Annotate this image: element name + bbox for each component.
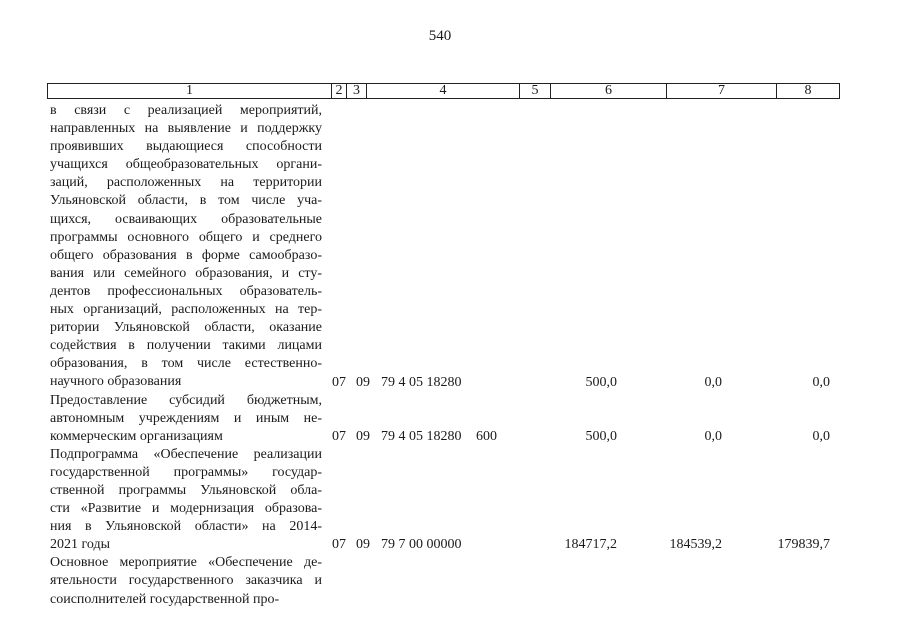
expense-type-code: 600	[476, 428, 497, 444]
description-line: Предоставление субсидий бюджетным,	[50, 392, 322, 408]
description-line: программы основного общего и среднего	[50, 229, 322, 245]
amount-col-7: 0,0	[704, 374, 722, 390]
description-line: дентов профессиональных образователь-	[50, 283, 322, 299]
table-header-row	[47, 83, 840, 99]
description-line: в связи с реализацией мероприятий,	[50, 103, 322, 118]
header-col-5: 5	[520, 84, 551, 98]
description-line: заций, расположенных на территории	[50, 175, 322, 191]
amount-col-6: 500,0	[585, 428, 617, 444]
description-line: сти «Развитие и модернизация образова-	[50, 501, 322, 517]
header-col-1: 1	[48, 84, 332, 98]
subsection-code: 09	[356, 428, 370, 444]
row-values	[50, 374, 840, 392]
description-line: соисполнителей государственной про-	[50, 591, 280, 607]
description-line: ственной программы Ульяновской обла-	[50, 482, 322, 498]
description-line: общего образования в форме самообразо-	[50, 247, 322, 263]
amount-col-6: 500,0	[585, 374, 617, 390]
description-line: 2021 годы	[50, 537, 111, 553]
row-values	[50, 428, 840, 446]
amount-col-8: 0,0	[812, 374, 830, 390]
table-row	[50, 392, 900, 446]
description-line: государственной программы» государ-	[50, 464, 322, 480]
header-col-3: 3	[347, 84, 367, 98]
header-col-2: 2	[332, 84, 347, 98]
amount-col-8: 179839,7	[777, 537, 830, 553]
description-line: коммерческим организациям	[50, 428, 223, 444]
description-line: научного образования	[50, 374, 182, 390]
description-line: Основное мероприятие «Обеспечение де-	[50, 555, 322, 571]
table-row	[50, 446, 900, 555]
header-col-6: 6	[551, 84, 667, 98]
section-code: 07	[332, 537, 346, 553]
section-code: 07	[332, 428, 346, 444]
description-line: ятельности государственного заказчика и	[50, 573, 322, 589]
description-line: ритории Ульяновской области, оказание	[50, 320, 322, 336]
amount-col-8: 0,0	[812, 428, 830, 444]
row-values	[50, 536, 840, 554]
description-line: учащихся общеобразовательных органи-	[50, 157, 322, 173]
description-line: щихся, осваивающих образовательные	[50, 211, 322, 227]
row-description	[50, 102, 322, 392]
description-line: ных организаций, расположенных на тер-	[50, 302, 322, 318]
description-line: направленных на выявление и поддержку	[50, 121, 322, 137]
description-line: Подпрограмма «Обеспечение реализации	[50, 446, 322, 462]
description-line: ния в Ульяновской области» на 2014-	[50, 519, 322, 535]
amount-col-7: 184539,2	[669, 537, 722, 553]
amount-col-6: 184717,2	[564, 537, 617, 553]
target-article-code: 79 4 05 18280	[381, 374, 462, 390]
description-line: Ульяновской области, в том числе уча-	[50, 193, 322, 209]
target-article-code: 79 7 00 00000	[381, 537, 462, 553]
description-line: вания или семейного образования, и сту-	[50, 265, 322, 281]
description-line: образования, в том числе естественно-	[50, 356, 322, 372]
page-number: 540	[428, 28, 452, 44]
section-code: 07	[332, 374, 346, 390]
description-line: проявивших выдающиеся способности	[50, 139, 322, 155]
row-values	[50, 591, 840, 609]
description-line: содействия в получении такими лицами	[50, 338, 322, 354]
table-body	[50, 102, 900, 609]
header-col-4: 4	[367, 84, 520, 98]
amount-col-7: 0,0	[704, 428, 722, 444]
description-line: автономным учреждениям и иным не-	[50, 410, 322, 426]
table-row	[50, 554, 900, 608]
subsection-code: 09	[356, 374, 370, 390]
table-row	[50, 102, 900, 392]
header-col-8: 8	[804, 83, 812, 98]
target-article-code: 79 4 05 18280	[381, 428, 462, 444]
subsection-code: 09	[356, 537, 370, 553]
header-col-7: 7	[667, 84, 777, 98]
